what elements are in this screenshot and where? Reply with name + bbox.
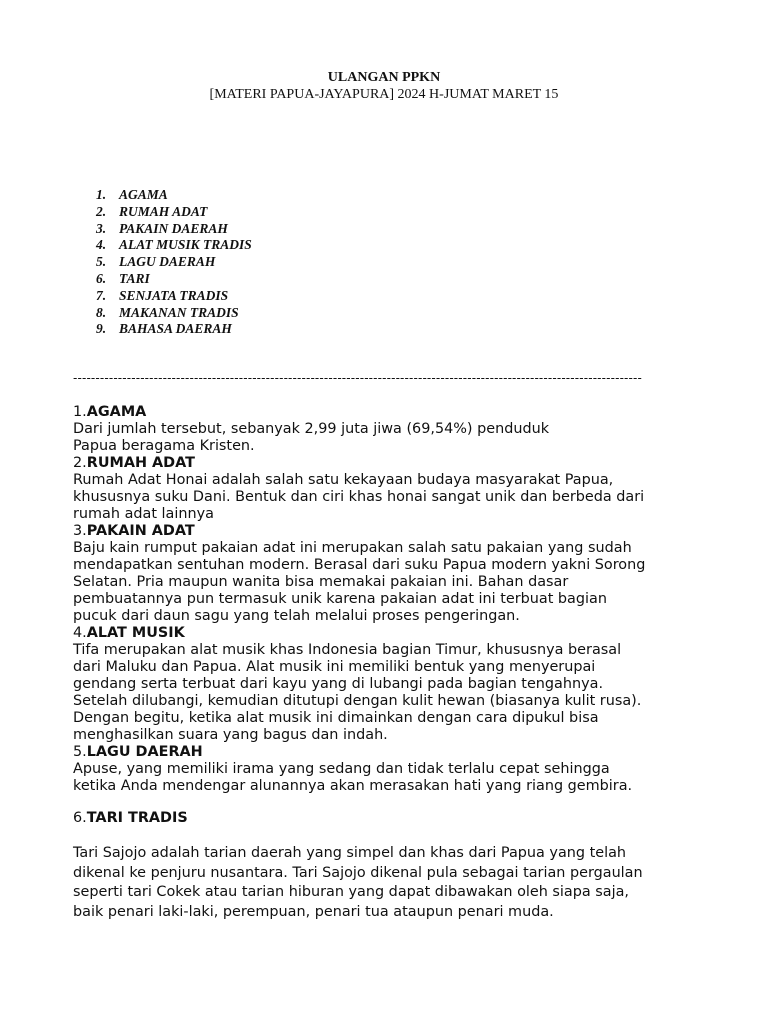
topic-number: 7. [96, 287, 107, 303]
text-line: Apuse, yang memiliki irama yang sedang dan tidak terlalu cepat sehingga [73, 761, 610, 777]
topic-label: AGAMA [119, 187, 168, 202]
topic-item [96, 288, 252, 305]
section-title: LAGU DAERAH [86, 744, 203, 760]
topic-list [96, 187, 252, 338]
topic-number: 9. [96, 321, 107, 337]
section [73, 455, 713, 523]
section-number: 2. [73, 455, 87, 471]
topic-number: 3. [96, 220, 107, 236]
topic-item [96, 321, 252, 338]
topic-label: LAGU DAERAH [119, 254, 216, 270]
text-line: Baju kain rumput pakaian adat ini merupakan salah satu pakaian yang sudah [73, 540, 632, 556]
topic-label: MAKANAN TRADIS [119, 304, 239, 320]
topic-item [96, 305, 252, 322]
text-line: rumah adat lainnya [73, 506, 214, 522]
text-line: Papua beragama Kristen. [73, 438, 255, 454]
section [73, 744, 713, 795]
text-line: dari Maluku dan Papua. Alat musik ini memiliki bentuk yang menyerupai [73, 659, 596, 675]
section [73, 404, 713, 455]
section-body [73, 844, 733, 923]
text-line: ketika Anda mendengar alunannya akan merasakan hati yang riang gembira. [73, 778, 633, 794]
section-heading [73, 808, 733, 828]
section-title: TARI TRADIS [86, 810, 188, 826]
topic-number: 1. [96, 187, 107, 202]
text-line: Dari jumlah tersebut, sebanyak 2,99 juta jiwa (69,54%) penduduk [73, 421, 550, 437]
section-title: RUMAH ADAT [86, 455, 195, 471]
document-title: ULANGAN PPKN [327, 70, 441, 85]
text-line: khususnya suku Dani. Bentuk dan ciri khas honai sangat unik dan berbeda dari [73, 489, 645, 505]
topic-number: 2. [96, 203, 107, 219]
section-tari [73, 808, 733, 923]
text-line: pucuk dari daun sagu yang telah melalui proses pengeringan. [73, 608, 520, 624]
divider-line: ------------------------------------------------------------------------------------------------------------------------------- [73, 371, 642, 385]
section [73, 625, 713, 744]
topic-label: RUMAH ADAT [119, 203, 208, 219]
topic-number: 8. [96, 304, 107, 320]
section-number: 6. [73, 810, 87, 826]
section-heading [73, 744, 713, 761]
topic-number: 5. [96, 254, 107, 270]
section-number: 3. [73, 523, 87, 539]
section-title: PAKAIN ADAT [86, 523, 195, 539]
text-line: gendang serta terbuat dari kayu yang di lubangi pada bagian tengahnya. [73, 676, 604, 692]
topic-label: TARI [119, 270, 150, 286]
topic-label: BAHASA DAERAH [119, 321, 232, 337]
section-heading [73, 625, 713, 642]
text-line: menghasilkan suara yang bagus dan indah. [73, 727, 388, 743]
section-number: 5. [73, 744, 87, 760]
text-line: seperti tari Cokek atau tarian hiburan yang dapat dibawakan oleh siapa saja, [73, 884, 629, 901]
text-line: mendapatkan sentuhan modern. Berasal dari suku Papua modern yakni Sorong [73, 557, 646, 573]
text-line: dikenal ke penjuru nusantara. Tari Sajojo dikenal pula sebagai tarian pergaulan [73, 864, 643, 881]
text-line: pembuatannya pun termasuk unik karena pakaian adat ini terbuat bagian [73, 591, 607, 607]
topic-item [96, 204, 252, 221]
text-line: baik penari laki-laki, perempuan, penari tua ataupun penari muda. [73, 904, 554, 921]
topic-item [96, 254, 252, 271]
topic-number: 6. [96, 270, 107, 286]
topic-label: PAKAIN DAERAH [119, 220, 228, 236]
section-title: AGAMA [86, 404, 147, 420]
section-title: ALAT MUSIK [86, 625, 185, 641]
topic-label: ALAT MUSIK TRADIS [119, 237, 252, 253]
text-line: Selatan. Pria maupun wanita bisa memakai pakaian ini. Bahan dasar [73, 574, 569, 590]
section-heading [73, 404, 713, 421]
text-line: Tifa merupakan alat musik khas Indonesia bagian Timur, khususnya berasal [73, 642, 622, 658]
text-line: Tari Sajojo adalah tarian daerah yang simpel dan khas dari Papua yang telah [73, 845, 627, 861]
topic-number: 4. [96, 237, 107, 253]
text-line: Setelah dilubangi, kemudian ditutupi dengan kulit hewan (biasanya kulit rusa). [73, 693, 642, 709]
section-number: 4. [73, 625, 87, 641]
section [73, 523, 713, 625]
topic-item [96, 187, 252, 204]
document-subtitle: [MATERI PAPUA-JAYAPURA] 2024 H-JUMAT MARET 15 [209, 87, 559, 102]
text-line: Rumah Adat Honai adalah salah satu kekayaan budaya masyarakat Papua, [73, 472, 614, 488]
topic-item [96, 221, 252, 238]
section-number: 1. [73, 404, 87, 420]
topic-item [96, 237, 252, 254]
content-sections [73, 404, 713, 795]
text-line: Dengan begitu, ketika alat musik ini dimainkan dengan cara dipukul bisa [73, 710, 599, 726]
topic-label: SENJATA TRADIS [119, 287, 229, 303]
section-heading [73, 523, 713, 540]
section-heading [73, 455, 713, 472]
topic-item [96, 271, 252, 288]
